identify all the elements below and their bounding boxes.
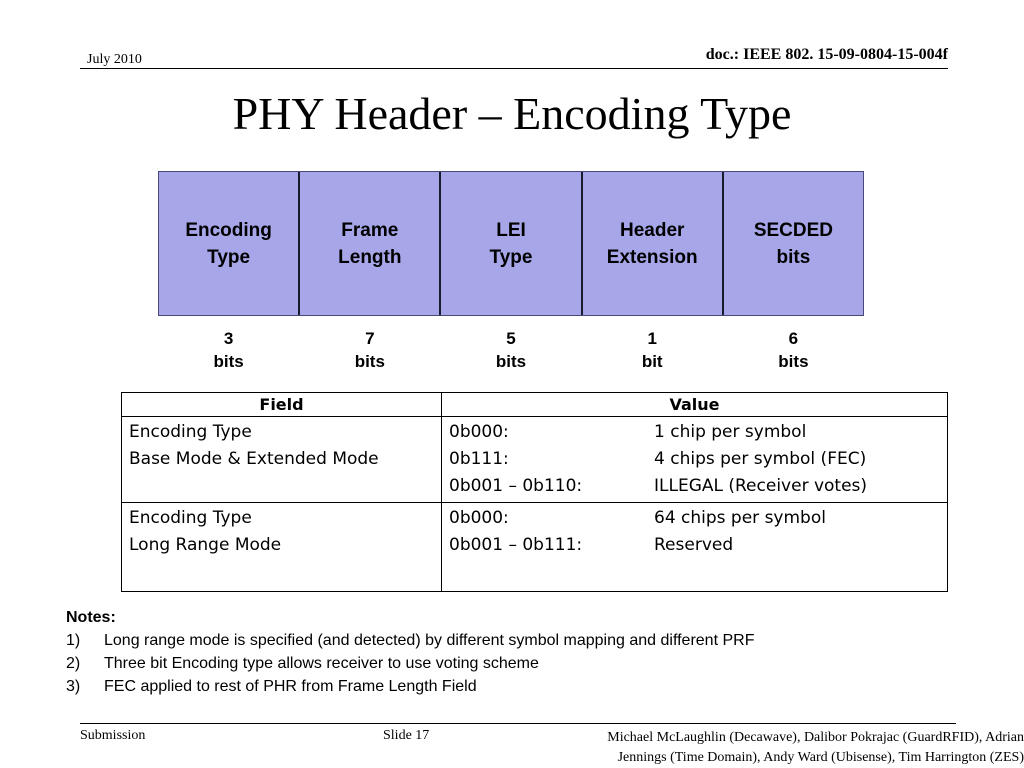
value-cell [442,417,948,503]
field-lei-type [441,172,582,315]
field-name: Encoding Type [129,508,252,528]
field-header-extension [583,172,724,315]
value-code: 0b111: [449,449,509,469]
column-header-value: Value [442,393,948,417]
value-meaning: 4 chips per symbol (FEC) [654,449,867,469]
footer-slide-number: Slide 17 [383,728,430,743]
value-meaning: 64 chips per symbol [654,508,826,528]
value-line [449,532,940,559]
field-cell [122,417,442,503]
header-divider [80,68,948,69]
bits-lei-type: 5 bits [495,329,527,371]
field-mode: Long Range Mode [129,535,282,555]
phy-header-fields [158,171,864,316]
header-doc-id: doc.: IEEE 802. 15-09-0804-15-004f [705,46,948,63]
bits-encoding-type: 3 bits [213,329,244,371]
field-label: Frame Length [338,220,402,268]
field-label: LEI Type [489,220,533,268]
value-line [449,505,940,532]
value-line [449,473,940,500]
slide-title: PHY Header – Encoding Type [232,88,792,139]
field-bit-widths [158,328,864,374]
footer-authors [510,728,1024,768]
table-row [122,417,948,503]
footer-submission: Submission [80,728,146,743]
bits-header-extension: 1 bit [641,329,663,371]
value-meaning: Reserved [654,535,734,555]
value-code: 0b000: [449,508,509,528]
note-number: 1) [66,632,81,649]
note-item [66,675,966,698]
value-code: 0b001 – 0b110: [449,476,583,496]
table-row [122,503,948,592]
value-line [449,446,940,473]
header-date: July 2010 [87,52,142,67]
value-line [449,419,940,446]
footer-divider [80,723,956,724]
bits-frame-length: 7 bits [354,329,385,371]
field-name: Encoding Type [129,422,252,442]
field-label: Encoding Type [185,220,272,268]
value-meaning: ILLEGAL (Receiver votes) [654,476,868,496]
note-item [66,652,966,675]
column-header-field: Field [122,393,442,417]
field-label: Header Extension [606,220,698,268]
value-meaning: 1 chip per symbol [654,422,807,442]
value-code: 0b000: [449,422,509,442]
bits-secded: 6 bits [778,329,809,371]
field-secded-bits [724,172,863,315]
encoding-values-table [121,392,948,592]
field-mode: Base Mode & Extended Mode [129,449,379,469]
note-text: Three bit Encoding type allows receiver to use voting scheme [104,655,539,672]
value-cell [442,503,948,592]
table-header-row [122,393,948,417]
note-item [66,629,966,652]
notes-title: Notes: [66,609,116,626]
field-encoding-type [159,172,300,315]
field-frame-length [300,172,441,315]
field-label: SECDED bits [753,220,833,268]
notes-section [66,606,966,698]
note-text: FEC applied to rest of PHR from Frame Length Field [104,678,477,695]
footer-authors-line: Michael McLaughlin (Decawave), Dalibor Pokrajac (GuardRFID), Adrian [607,730,1024,745]
value-code: 0b001 – 0b111: [449,535,583,555]
footer-authors-line: Jennings (Time Domain), Andy Ward (Ubisense), Tim Harrington (ZES) [617,750,1024,765]
note-text: Long range mode is specified (and detected) by different symbol mapping and different PRF [104,632,755,649]
field-cell [122,503,442,592]
note-number: 3) [66,678,81,695]
note-number: 2) [66,655,81,672]
